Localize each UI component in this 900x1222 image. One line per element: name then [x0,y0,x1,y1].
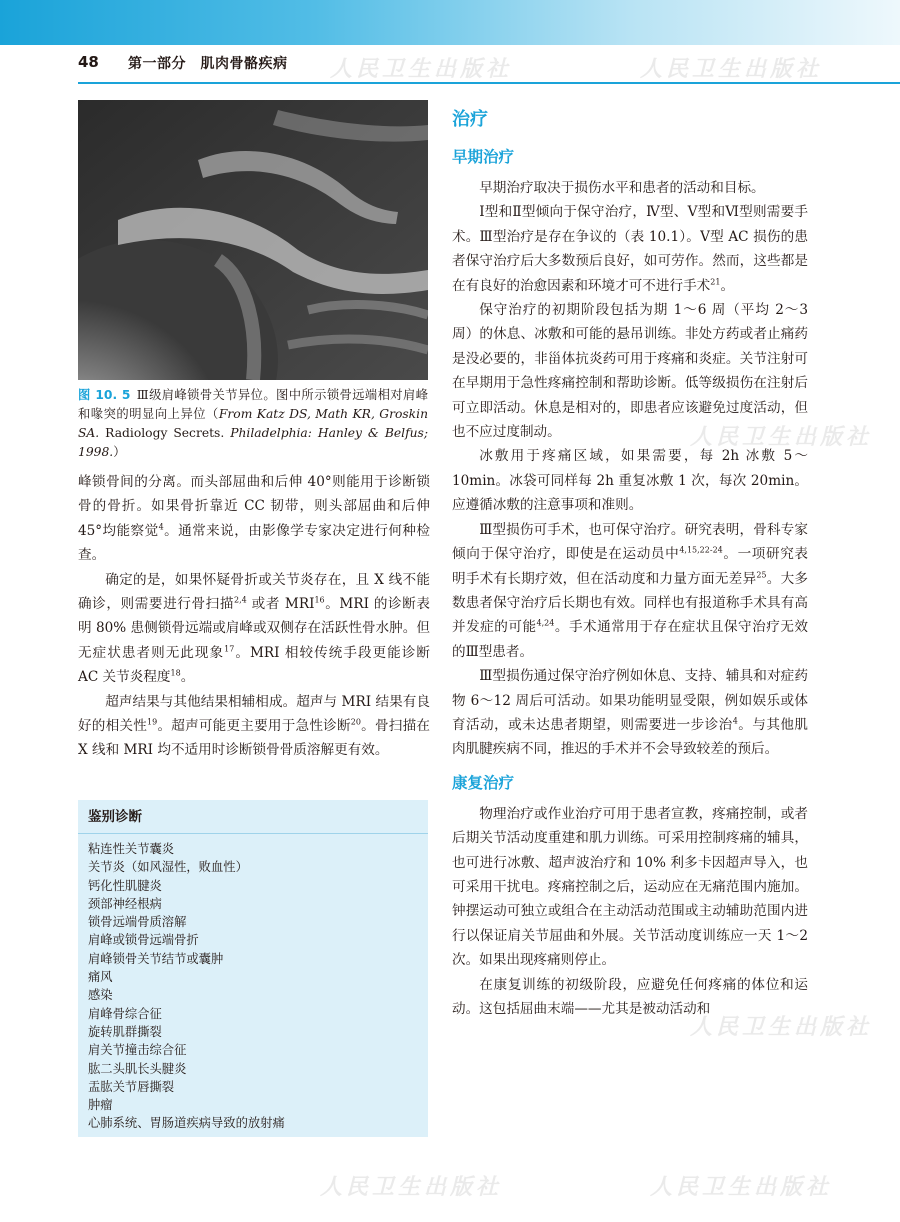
list-item: 粘连性关节囊炎 [88,842,175,856]
heading-early-treatment: 早期治疗 [452,148,515,166]
list-item: 关节炎（如风湿性，败血性） [88,860,248,875]
right-column [452,104,808,1021]
list-item: 肩关节撞击综合征 [88,1043,187,1058]
list-item: 旋转肌群撕裂 [88,1024,162,1039]
heading-rehabilitation: 康复治疗 [452,773,515,792]
list-item: 肱二头肌长头腱炎 [88,1061,187,1076]
paragraph: 早期治疗取决于损伤水平和患者的活动和目标。 [479,180,765,196]
paragraph: 在康复训练的初级阶段，应避免任何疼痛的体位和运动。这包括屈曲末端——尤其是被动活动和 [452,976,808,1017]
list-item: 盂肱关节唇撕裂 [88,1079,175,1094]
box-title: 鉴别诊断 [78,800,428,834]
list-item: 肩峰骨综合征 [88,1006,162,1021]
list-item: 心肺系统、胃肠道疾病导致的放射痛 [88,1116,285,1131]
xray-figure [78,100,428,380]
list-item: 痛风 [88,970,113,985]
paragraph: 超声结果与其他结果相辅相成。超声与 MRI 结果有良好的相关性$^{19}$。超声可能更主要用于急性诊断$^{20}$。骨扫描在 X 线和 MRI 均不适用时诊断锁骨骨质溶解更有效。 [78,693,431,759]
paragraph: 保守治疗的初期阶段包括为期 1～6 周（平均 2～3 周）的休息、冰敷和可能的悬吊训练。非处方药或者止痛药是没必要的，非甾体抗炎药可用于疼痛和炎症。关节注射可在早期用于急性疼痛控制和帮助诊断。低等级损伤在注射后可立即活动。休息是相对的，即患者应该避免过度活动，但也不应过度制动。 [452,302,808,441]
section-title: 第一部分 肌肉骨骼疾病 [128,56,288,72]
top-color-band [0,0,900,45]
list-item: 肩峰或锁骨远端骨折 [88,933,199,948]
paragraph: 冰敷用于疼痛区域，如果需要，每 2h 冰敷 5～10min。冰袋可同样每 2h 重复冰敷 1 次，每次 20min。应遵循冰敷的注意事项和准则。 [452,448,808,514]
watermark: 人民卫生出版社 [330,56,513,82]
figure-caption: 图 10. 5 Ⅲ级肩峰锁骨关节异位。图中所示锁骨远端相对肩峰和喙突的明显向上异位（From Katz DS, Math KR, Groskin SA. Radiology Secrets. Philadelphia: Hanley & Belfus; 1998.） [78,388,428,459]
paragraph: Ⅰ型和Ⅱ型倾向于保守治疗，Ⅳ型、Ⅴ型和Ⅵ型则需要手术。Ⅲ型治疗是存在争议的（表 10.1）。Ⅴ型 AC 损伤的患者保守治疗后大多数预后良好，如可劳作。然而，这些都是在有良好的治愈因素和环境才可不进行手术$^{21}$。 [452,204,808,294]
figure-label: 图 10. 5 [78,388,131,402]
watermark: 人民卫生出版社 [640,56,823,82]
diagnosis-list [78,834,428,1139]
list-item: 钙化性肌腱炎 [88,878,162,893]
paragraph: 峰锁骨间的分离。而头部屈曲和后伸 40°则能用于诊断锁骨的骨折。如果骨折靠近 CC 韧带，则头部屈曲和后伸 45°均能察觉$^4$。通常来说，由影像学专家决定进行何种检查。 [78,474,430,564]
watermark: 人民卫生出版社 [320,1174,503,1200]
watermark: 人民卫生出版社 [690,424,873,450]
xray-image [78,100,428,380]
list-item: 肿瘤 [88,1098,113,1113]
watermark: 人民卫生出版社 [650,1174,833,1200]
left-column [78,470,430,763]
list-item: 肩峰锁骨关节结节或囊肿 [88,951,224,966]
watermark: 人民卫生出版社 [690,1014,873,1040]
list-item: 锁骨远端骨质溶解 [88,915,187,930]
page-number: 48 [78,53,99,71]
heading-treatment: 治疗 [452,109,488,130]
paragraph: 物理治疗或作业治疗可用于患者宣教，疼痛控制，或者后期关节活动度重建和肌力训练。可采用控制疼痛的辅具，也可进行冰敷、超声波治疗和 10% 利多卡因超声导入，也可采用干扰电。疼痛控制之后，运动应在无痛范围内施加。钟摆运动可独立或组合在主动活动范围或主动辅助范围内进行以保证肩关节屈曲和外展。关节活动度训练应一天 1～2 次。如果出现疼痛则停止。 [452,805,808,969]
list-item: 颈部神经根病 [88,896,162,911]
differential-diagnosis-box [78,800,428,1137]
page-header [0,45,900,83]
paragraph: 确定的是，如果怀疑骨折或关节炎存在，且 X 线不能确诊，则需要进行骨扫描$^{2,4}$ 或者 MRI$^{16}$。MRI 的诊断表明 80% 患侧锁骨远端或肩峰或双侧存在活跃性骨水肿。但无症状患者则无此现象$^{17}$。MRI 相较传统手段更能诊断 AC 关节炎程度$^{18}$。 [78,571,431,686]
paragraph: Ⅲ型损伤可手术，也可保守治疗。研究表明，骨科专家倾向于保守治疗，即使是在运动员中$^{4,15,22-24}$。一项研究表明手术有长期疗效，但在活动度和力量方面无差异$^{25}$。大多数患者保守治疗后长期也有效。同样也有报道称手术具有高并发症的可能$^{4,24}$。手术通常用于存在症状且保守治疗无效的Ⅲ型患者。 [452,521,809,660]
paragraph: Ⅲ型损伤通过保守治疗例如休息、支持、辅具和对症药物 6～12 周后可活动。如果功能明显受限，例如娱乐或体育活动，或未达患者期望，则需要进一步诊治$^4$。与其他肌肉肌腱疾病不同，推迟的手术并不会导致较差的预后。 [452,668,809,758]
list-item: 感染 [88,988,113,1003]
header-rule [78,82,900,84]
